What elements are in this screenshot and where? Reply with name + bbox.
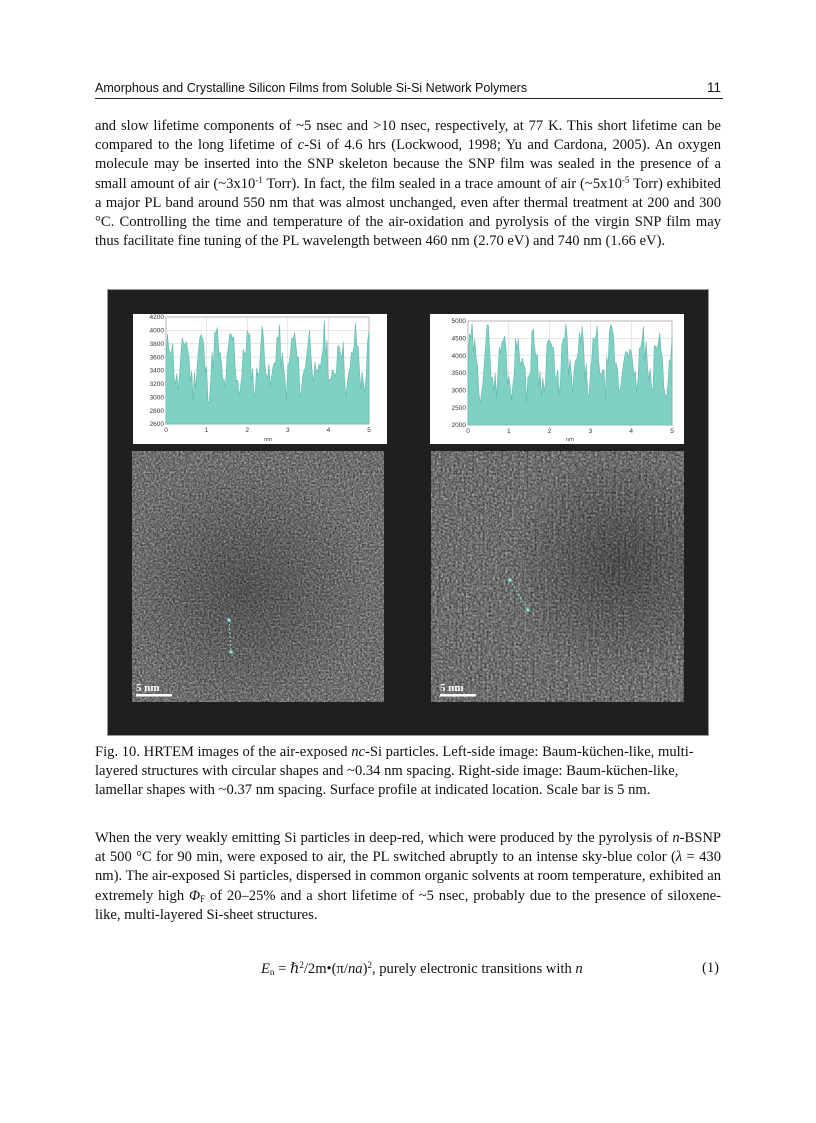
left-y-tick-label: 3400 [149,367,164,375]
right-x-unit: nm [566,437,574,443]
right-x-tick-label: 4 [629,428,634,435]
left-x-tick-label: 3 [285,427,290,434]
left-x-tick-label: 0 [164,427,168,434]
equation-expression: $E_n$ = $\hbar^2/2m•(\pi/na)^2$, purely electronic transitions with n [261,960,583,977]
left-y-tick-label: 4000 [149,327,164,335]
left-x-unit: nm [264,437,272,443]
page-number: 11 [706,80,721,95]
figure-10 [107,289,709,736]
left-profile-chart [133,314,387,444]
right-x-tick-label: 0 [466,428,470,435]
left-x-tick-label: 5 [367,427,371,434]
left-x-tick-label: 4 [326,427,331,434]
header-rule [95,98,723,99]
left-y-tick-label: 2600 [149,421,164,429]
right-x-tick-label: 3 [588,428,593,435]
left-y-tick-label: 3000 [149,394,164,402]
paragraph-1: and slow lifetime components of ~5 nsec and >10 nsec, respectively, at 77 K. This short lifetime can be compared to the long lifetime of c-Si of 4.6 hrs (Lockwood, 1998; Yu and Cardona, 2005). An oxygen molecule may be inserted into the SNP skeleton because the SNP film was sealed in the presence of a small amount of air ($\sim 3x10^{-1}$ Torr). In fact, the film sealed in a trace amount of air ($\sim 5x10^{-5}$ Torr) exhibited a major PL band around 550 nm that was almost unchanged, even after thermal treatment at 200 and 300 °C. Controlling the time and temperature of the air-oxidation and pyrolysis of the virgin SNP film may thus facilitate fine tuning of the PL wavelength between 460 nm (2.70 eV) and 740 nm (1.66 eV). [95,118,721,250]
right-y-tick-label: 3500 [451,370,466,378]
right-profile-chart [430,314,684,444]
right-x-tick-label: 1 [506,428,511,435]
right-hrtem-image [431,451,684,702]
right-y-tick-label: 2000 [451,422,466,430]
left-y-tick-label: 2800 [149,407,164,415]
left-x-tick-label: 2 [245,427,250,434]
left-y-tick-label: 3200 [149,381,164,389]
right-scale-bar-label: 5 nm [440,682,464,694]
right-y-tick-label: 3000 [451,387,466,395]
right-scale-bar [440,694,476,697]
right-y-tick-label: 4000 [451,352,466,360]
left-hrtem-image [132,451,384,702]
left-scale-bar-label: 5 nm [136,682,160,694]
paragraph-2: When the very weakly emitting Si particles in deep-red, which were produced by the pyrolysis of n-BSNP at 500 °C for 90 min, were exposed to air, the PL switched abruptly to an intense sky-blue color (λ = 430 nm). The air-exposed Si particles, dispersed in common organic solvents at room temperature, exhibited an extremely high $\Phi_F$ of 20–25% and a short lifetime of ~5 nsec, probably due to the presence of siloxene-like, multi-layered Si-sheet structures. [95,830,721,923]
figure-graphic [108,290,708,735]
left-y-tick-label: 3600 [149,354,164,362]
equation-number: (1) [701,960,719,976]
right-y-tick-label: 4500 [451,335,466,343]
right-x-tick-label: 5 [670,428,674,435]
running-title: Amorphous and Crystalline Silicon Films from Soluble Si-Si Network Polymers [95,81,528,95]
right-y-tick-label: 5000 [451,318,466,326]
right-x-tick-label: 2 [547,428,552,435]
left-scale-bar [136,694,172,697]
running-header [95,80,723,98]
left-y-tick-label: 3800 [149,340,164,348]
figure-caption: Fig. 10. HRTEM images of the air-exposed nc-Si particles. Left-side image: Baum-küchen-like, multi-layered structures with circular shapes and ~0.34 nm spacing. Right-side image: Baum-küchen-like, lamellar shapes with ~0.37 nm spacing. Surface profile at indicated location. Scale bar is 5 nm. [95,744,694,799]
right-y-tick-label: 2500 [451,404,466,412]
left-y-tick-label: 4200 [149,314,164,322]
equation-1 [95,960,721,980]
left-x-tick-label: 1 [204,427,209,434]
